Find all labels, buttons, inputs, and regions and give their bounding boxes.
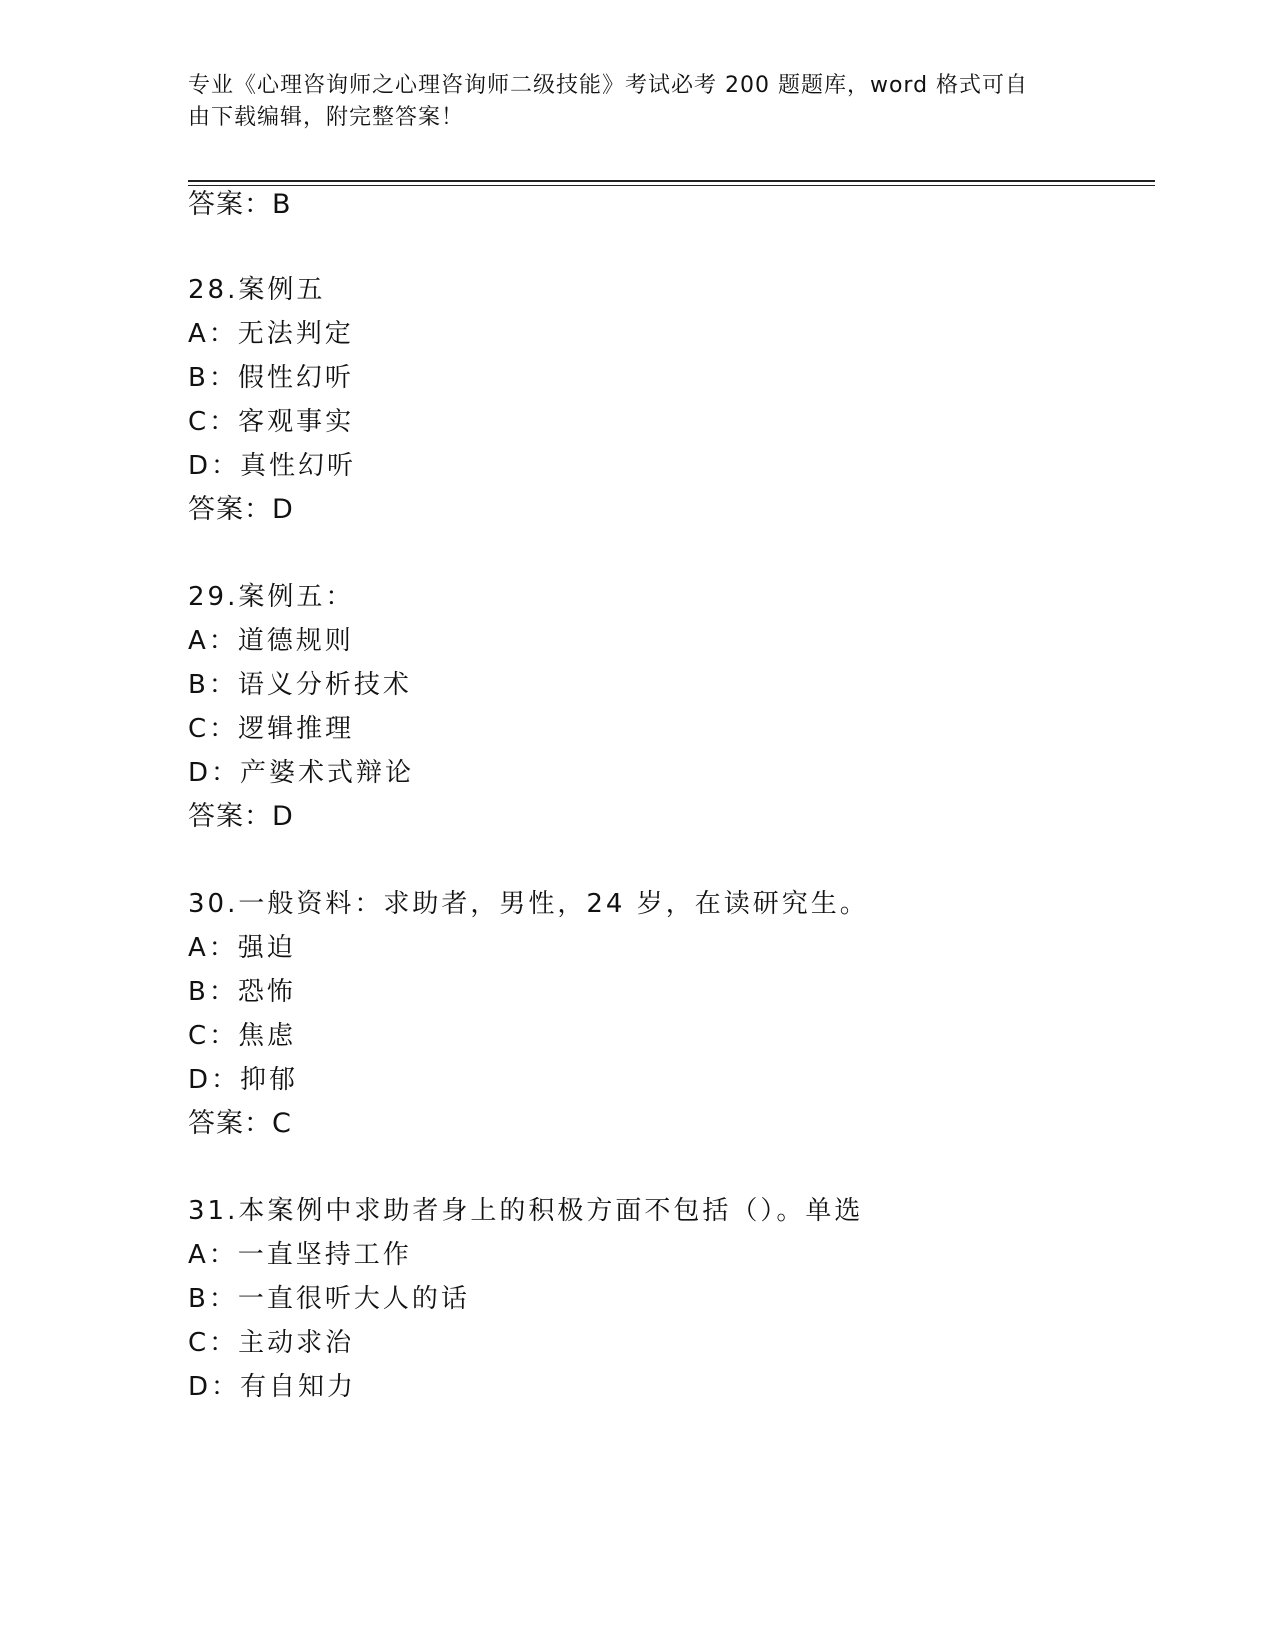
option-line: A：无法判定 [188, 319, 354, 349]
option-line: D：真性幻听 [188, 451, 357, 481]
header-divider-thick [188, 180, 1155, 182]
question-30: 30.一般资料：求助者，男性，24 岁，在读研究生。 [188, 889, 869, 919]
option-line: B：假性幻听 [188, 363, 354, 393]
option-line: D：产婆术式辩论 [188, 758, 415, 788]
option-line: A：一直坚持工作 [188, 1240, 412, 1270]
option-line: B：一直很听大人的话 [188, 1284, 470, 1314]
answer-line: 答案：C [188, 1108, 292, 1139]
option-line: D：有自知力 [188, 1372, 357, 1402]
option-line: B：语义分析技术 [188, 670, 412, 700]
question-29: 29.案例五： [188, 582, 355, 612]
option-line: C：客观事实 [188, 407, 355, 437]
answer-line: 答案：D [188, 494, 294, 525]
option-line: C：主动求治 [188, 1328, 355, 1358]
header-line-1: 专业《心理咨询师之心理咨询师二级技能》考试必考 200 题题库，word 格式可自 [188, 73, 1029, 98]
question-31: 31.本案例中求助者身上的积极方面不包括（）。单选 [188, 1196, 864, 1226]
header-divider-thin [188, 185, 1155, 186]
option-line: D：抑郁 [188, 1065, 299, 1095]
option-line: A：强迫 [188, 933, 296, 963]
answer-line: 答案：B [188, 189, 292, 220]
question-28: 28.案例五 [188, 275, 326, 305]
option-line: C：逻辑推理 [188, 714, 355, 744]
document-header [188, 70, 1068, 134]
option-line: B：恐怖 [188, 977, 296, 1007]
option-line: A：道德规则 [188, 626, 354, 656]
option-line: C：焦虑 [188, 1021, 297, 1051]
header-line-2: 由下载编辑，附完整答案！ [188, 105, 465, 130]
answer-line: 答案：D [188, 801, 294, 832]
